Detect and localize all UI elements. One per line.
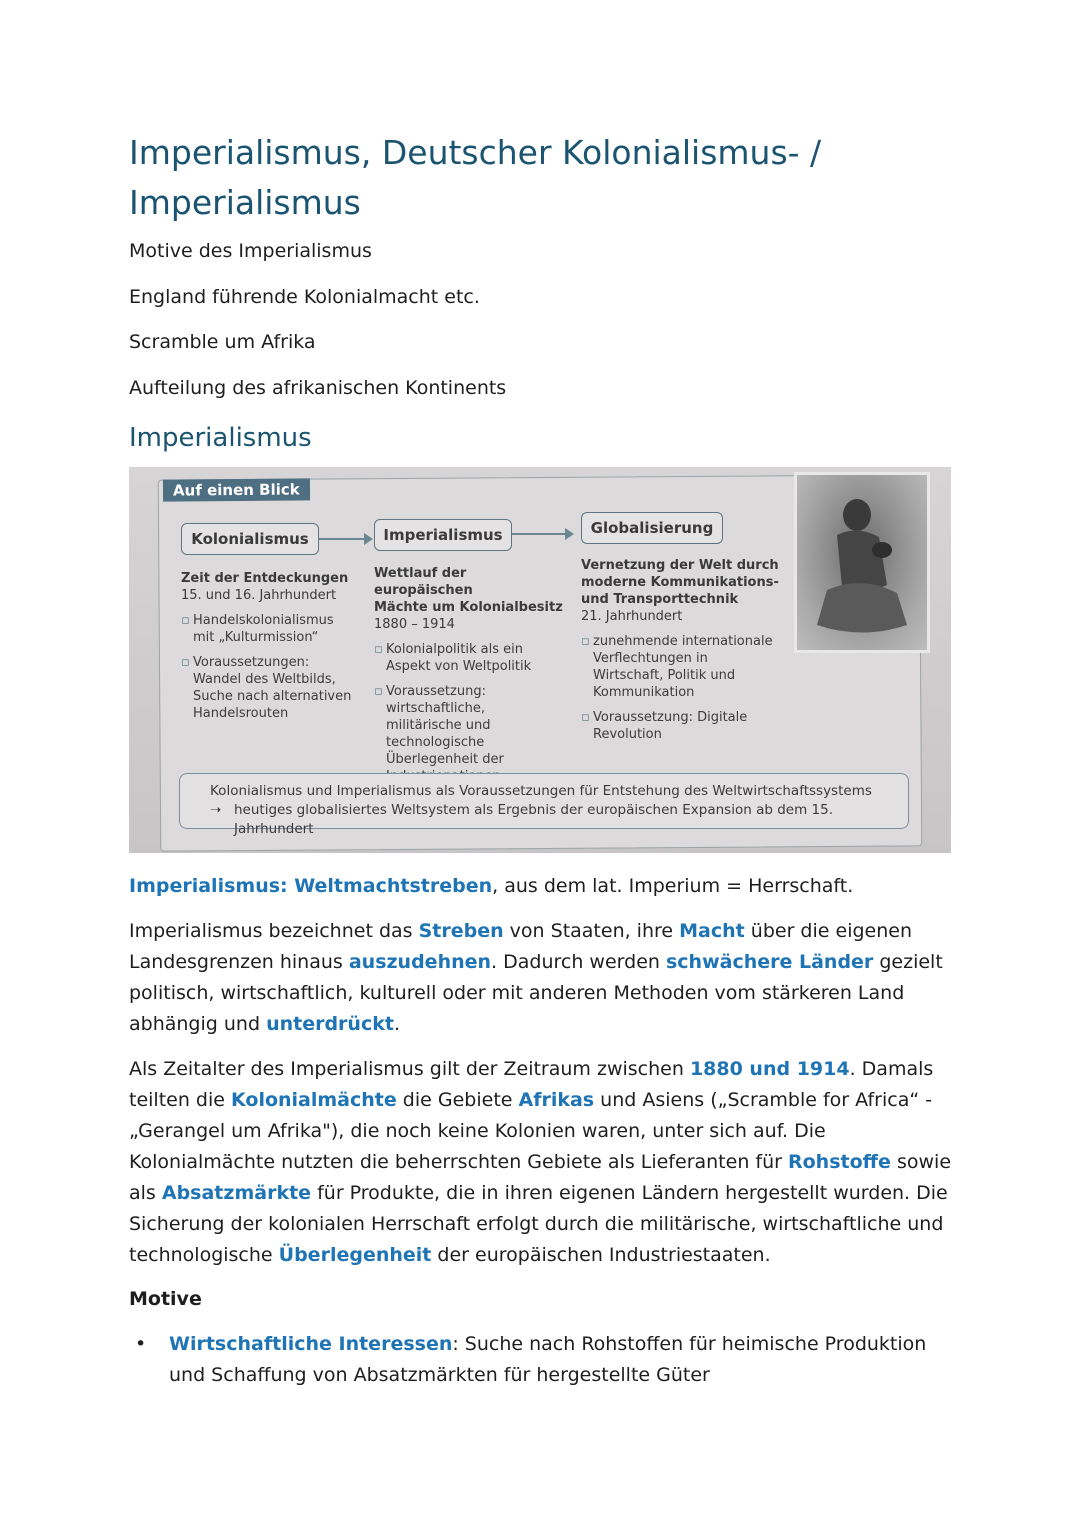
highlight: schwächere Länder <box>665 951 874 973</box>
highlight: Afrikas <box>518 1089 595 1111</box>
text-span: . Dadurch werden <box>491 951 666 973</box>
column-title: moderne Kommunikations- <box>581 575 779 590</box>
list-item <box>135 1329 951 1391</box>
arrow-icon <box>512 533 572 535</box>
highlight: auszudehnen <box>348 951 492 973</box>
column-title: 21. Jahrhundert <box>581 609 683 624</box>
page-title: Imperialismus, Deutscher Kolonialismus- / Imperialismus <box>129 133 822 222</box>
highlight: unterdrückt <box>266 1013 394 1035</box>
column-item: ▫ Voraussetzung: Digitale Revolution <box>581 709 781 743</box>
column-globalisierung <box>581 557 781 743</box>
motive-term: Wirtschaftliche Interessen <box>169 1333 453 1355</box>
column-imperialismus <box>374 565 564 785</box>
label-kolonialismus: Kolonialismus <box>181 523 319 555</box>
text-span: sowie als <box>129 1151 952 1204</box>
textbook-infobox-photo <box>129 467 951 853</box>
column-kolonialismus <box>181 570 356 722</box>
text-span: von Staaten, ihre <box>503 920 680 942</box>
highlight: Macht <box>679 920 745 942</box>
text-span: und Asiens („Scramble for Africa“ - „Gerangel um Afrika"), die noch keine Kolonien waren, unter sich auf. Die Kolonialmächte nutzten die beherrschten Gebiete als Lieferanten für <box>129 1089 933 1173</box>
paragraph-2 <box>129 1054 951 1271</box>
intro-line: England führende Kolonialmacht etc. <box>129 286 480 308</box>
text-span: die Gebiete <box>396 1089 519 1111</box>
footer-line-row <box>210 801 908 839</box>
motive-heading: Motive <box>129 1288 202 1310</box>
highlight: Überlegenheit <box>278 1244 432 1266</box>
column-item: ▫ zunehmende internationale Verflechtungen in Wirtschaft, Politik und Kommunikation <box>581 633 781 701</box>
highlight: Rohstoffe <box>788 1151 891 1173</box>
text-span: für Produkte, die in ihren eigenen Ländern hergestellt wurden. Die Sicherung der kolonialen Herrschaft erfolgt durch die militärische, wirtschaftliche und technologische <box>129 1182 948 1266</box>
seated-figure-icon <box>797 475 927 650</box>
label-globalisierung: Globalisierung <box>581 512 723 544</box>
paragraph-1 <box>129 916 951 1040</box>
arrow-icon <box>319 538 371 540</box>
section-heading: Imperialismus <box>129 423 312 453</box>
text-span: Imperialismus bezeichnet das <box>129 920 419 942</box>
intro-line: Aufteilung des afrikanischen Kontinents <box>129 377 507 399</box>
highlight: Kolonialmächte <box>231 1089 397 1111</box>
column-title: Vernetzung der Welt durch <box>581 558 779 573</box>
column-title: Mächte um Kolonialbesitz <box>374 600 563 615</box>
footer-line: Kolonialismus und Imperialismus als Voraussetzungen für Entstehung des Weltwirtschaftssystems <box>210 783 872 799</box>
definition-line <box>129 871 951 902</box>
footer-line: heutiges globalisiertes Weltsystem als Ergebnis der europäischen Expansion ab dem 15. Jahrhundert <box>234 802 833 837</box>
text-span: über die eigenen Landesgrenzen hinaus <box>129 920 912 973</box>
infobox-tag: Auf einen Blick <box>163 478 310 501</box>
column-title: 15. und 16. Jahrhundert <box>181 588 337 603</box>
intro-line: Scramble um Afrika <box>129 331 316 353</box>
text-span: der europäischen Industriestaaten. <box>431 1244 771 1266</box>
highlight: Streben <box>418 920 504 942</box>
column-title: 1880 – 1914 <box>374 617 455 632</box>
column-title: Wettlauf der europäischen <box>374 566 473 598</box>
infobox-footer <box>179 773 909 837</box>
definition-term: Imperialismus: Weltmachtstreben <box>129 875 493 897</box>
text-span: . <box>393 1013 400 1035</box>
column-title: Zeit der Entdeckungen <box>181 571 349 586</box>
text-span: Als Zeitalter des Imperialismus gilt der Zeitraum zwischen <box>129 1058 690 1080</box>
text-span: gezielt politisch, wirtschaftlich, kulturell oder mit anderen Methoden vom stärkeren Land abhängig und <box>129 951 943 1035</box>
definition-text: , aus dem lat. Imperium = Herrschaft. <box>492 875 854 897</box>
highlight: 1880 und 1914 <box>689 1058 850 1080</box>
column-item: ▫ Kolonialpolitik als ein Aspekt von Weltpolitik <box>374 641 564 675</box>
column-item: ▫ Handelskolonialismus mit „Kulturmission“ <box>181 612 356 646</box>
arrow-right-icon: ➝ <box>210 802 222 818</box>
text-span: . Damals teilten die <box>129 1058 934 1111</box>
label-imperialismus: Imperialismus <box>374 519 512 551</box>
column-item: ▫ Voraussetzungen: Wandel des Weltbilds, Suche nach alternativen Handelsrouten <box>181 654 356 722</box>
statue-photo <box>794 472 930 653</box>
motive-text: : Suche nach Rohstoffen für heimische Produktion und Schaffung von Absatzmärkten für hergestellte Güter <box>169 1333 927 1386</box>
highlight: Absatzmärkte <box>161 1182 312 1204</box>
column-title: und Transporttechnik <box>581 592 739 607</box>
bullet-icon: • <box>135 1333 147 1355</box>
column-item: ▫ Voraussetzung: wirtschaftliche, militärische und technologische Überlegenheit der <box>374 683 564 785</box>
intro-line: Motive des Imperialismus <box>129 240 372 262</box>
